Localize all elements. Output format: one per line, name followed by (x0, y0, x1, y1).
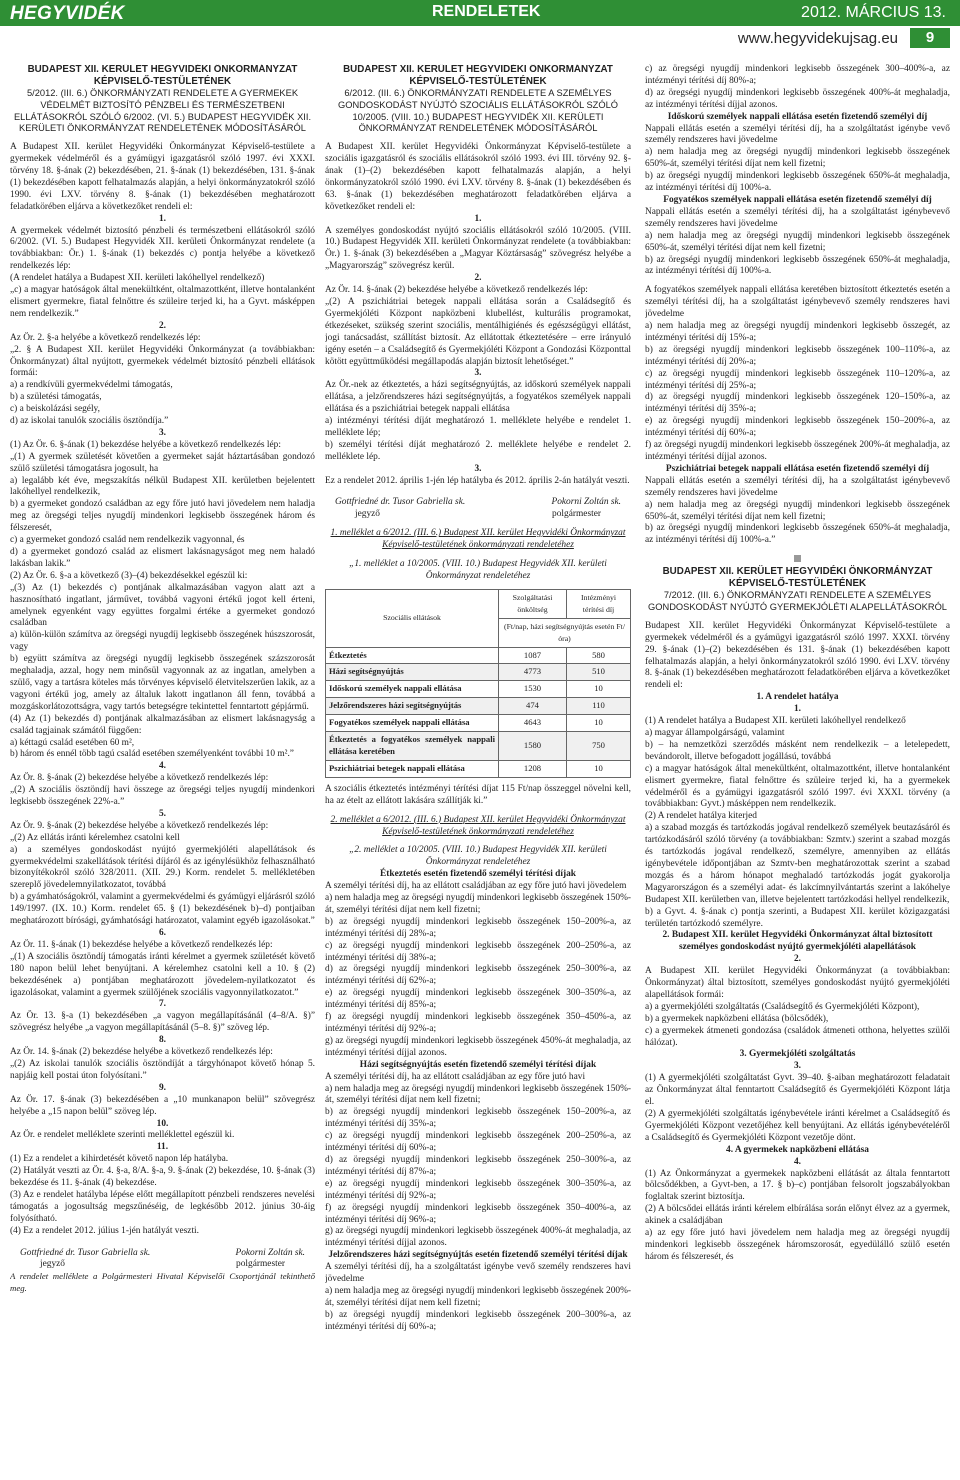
row-fee: 510 (567, 664, 631, 681)
site-url[interactable]: www.hegyvidekujsag.eu (737, 30, 898, 47)
list-item: b) az öregségi nyugdíj mindenkori legkisebb összegének 100–110%-a, az intézményi térítési díj 20%-a; (645, 344, 950, 367)
section-number: 9. (158, 1082, 167, 1093)
paragraph: A Budapest XII. kerület Hegyvidéki Önkormányzat Képviselő-testülete a gyermekek védelméről és a gyámügyi igazgatásról szóló 1997. évi XXXI. törvény 18. §-ának (2) bekezdésében, 21. §-ának (1) bekezdésében, 131. §-ának (1) bekezdésében kapott felhatalmazás alapján, a helyi önkormányzatokról szóló 1990. évi LXV. törvény 8. §-ának (1) bekezdésében meghatározott feladatkörében eljárva a következőket rendeli el: (10, 142, 315, 212)
section-number: 10. (156, 1118, 169, 1129)
paragraph: A személyes gondoskodást nyújtó szociális ellátásokról szóló 10/2005. (VIII. 10.) Budapest Hegyvidék XII. kerületi Önkormányzat rendelete (a továbbiakban: Ör.) 1. §-ának (3) bekezdésében a „Magyar Köztársaság” szövegrész helyébe a „Magyarország” szövegrész kerül. (325, 225, 631, 272)
paragraph: „(2) A pszichiátriai betegek nappali ellátása során a Családsegítő és Gyermekjóléti Központ napközbeni klubellést, kulturális programokat, étkezéseket, szükség szerint szociális, mentálhigiénés és egészségügyi ellátást, jogi tanácsadást, szállítást biztosít. Az ellátottak étkeztetésére – erre irányuló igény esetén – a Családsegítő és Gyermekjóléti Központ a Gondozási Központtal kötött együttműködési megállapodás alapján biztosít lehetőséget.” (325, 296, 631, 367)
role-notary: jegyző (355, 509, 380, 520)
paragraph: (1) Ez a rendelet a kihirdetését követő napon lép hatályba. (10, 1154, 229, 1165)
paragraph: (2) A gyermekjóléti szolgáltatás igénybevétele iránti kérelmet a Családsegítő és Gyermekjóléti Központ vezetőjéhez kell benyújtani. Az ellátás igénybevételéről a Családsegítő és Gyermekjóléti Központ vezetője dönt. (645, 1109, 950, 1143)
paragraph: „(3) Az (1) bekezdés c) pontjának alkalmazásában vagyon alatt azt a hasznosítható ingatlant, járművet, továbbá vagyoni értékű jogot kell érteni, amelynek egyenként vagy együttes forgalmi értéke a gyermeket gondozó családban (10, 582, 315, 629)
paragraph: A fogyatékos személyek nappali ellátása keretében biztosított étkeztetés esetén a személyi térítési díj, ha a szolgáltatást igénybevevő személy rendszeres havi jövedelme (645, 285, 950, 320)
row-cost: 1530 (498, 681, 566, 698)
signatures (325, 497, 631, 509)
list-item: g) az öregségi nyugdíj mindenkori legkisebb összegének 400%-át meghaladja, az intézményi térítési díjjal azonos. (325, 1226, 631, 1249)
paragraph: „2. § A Budapest XII. kerület Hegyvidéki Önkormányzat (a továbbiakban: Önkormányzat) által nyújtott, gyermekek védelmét biztosító pénzbeli ellátások formái: (10, 344, 315, 379)
list-item: f) az öregségi nyugdíj mindenkori legkisebb összegének 200%-át meghaladja, az intézményi térítési díjjal azonos. (645, 440, 950, 462)
list-item: d) az öregségi nyugdíj mindenkori legkisebb összegének 250–300%-a, az intézményi térítési díj 62%-a; (325, 964, 631, 987)
list-item: c) a gyermekek átmeneti gondozása (családok átmeneti otthona, helyettes szülői hálózat). (645, 1025, 950, 1048)
fee-table (325, 589, 631, 778)
paragraph: (2) Hatályát veszti az Ör. 4. §-a, 8/A. §-a, 9. §-ának (2) bekezdése, 10. §-ának (3) bekezdése és 11. §-ának (4) bekezdése. (10, 1166, 315, 1189)
list-item: b) az öregségi nyugdíj mindenkori legkisebb összegének 650%-át meghaladja, az intézményi térítési díj 100%-a.” (645, 523, 950, 546)
row-name: Jelzőrendszeres házi segítségnyújtás (326, 698, 499, 715)
subheading: Étkeztetés esetén fizetendő személyi térítési díjak (379, 869, 577, 880)
paragraph: (3) Az e rendelet hatályba lépése előtt megállapított pénzbeli rendszeres nevelési támogatás a jogosultság megszűnéséig, de legkésőbb 2012. június 30-áig folyósítható. (10, 1189, 315, 1224)
section-number: 3. (158, 427, 167, 438)
table-header-unit: (Ft/nap, házi segítségnyújtás esetén Ft/óra) (498, 618, 630, 647)
paragraph: A személyi térítési díj, ha az ellátott családjában az egy főre jutó havi (325, 1071, 586, 1082)
row-name: Étkeztetés a fogyatékos személyek nappali ellátása keretében (326, 732, 499, 761)
section-number: 2. (474, 273, 482, 284)
list-item: a) a személyes gondoskodást nyújtó gyermekjóléti alapellátások és gyermekvédelmi szakellátások térítési díjáról és az igénylésükhöz felhasználható bizonyítékokról szóló 328/2011. (XII. 29.) Korm. rendelet 5. mellékletében szereplő jövedelemnyilatkozatot, továbbá (10, 844, 315, 891)
list-item: a) a szabad mozgás és tartózkodás jogával rendelkező személyek beutazásáról és tartózkodásáról szóló törvény (a továbbiakban: Szmtv.) szerint a szabad mozgás és tartózkodás jogával rendelkező, személyre, amennyiben az ellátás igénybevétele időpontjában az Szmtv-ben meghatározottak szerint a szabad mozgás és a három hónapot meghaladó tartózkodás jogát gyakorolja Magyarországon és a személyi adat- és lakcímnyilvántartás szerint a lakóhelye Budapest XII. kerületben van, illetve bejelentett tartózkodási hellyel rendelkezik, (645, 823, 950, 905)
list-item: b) az öregségi nyugdíj mindenkori legkisebb összegének 650%-át meghaladja, az intézményi térítési díj 100%-a. (645, 171, 950, 194)
row-fee: 10 (567, 760, 631, 777)
section-number: 5. (158, 808, 167, 819)
list-item: b) az öregségi nyugdíj mindenkori legkisebb összegének 650%-át meghaladja, az intézményi térítési díj 100%-a. (645, 254, 950, 277)
subheading: Időskorú személyek nappali ellátása esetén fizetendő személyi díj (667, 111, 928, 122)
section-title: RENDELETEK (432, 3, 541, 20)
subheading: Fogyatékos személyek nappali ellátása esetén fizetendő személyi díj (663, 194, 932, 205)
paragraph: (2) A bölcsődei ellátás iránti kérelem elbírálása során előnyt élvez az a gyermek, akinek a családjában (645, 1204, 950, 1227)
list-item: b) az öregségi nyugdíj mindenkori legkisebb összegének 200–300%-a, az intézményi térítési díj 60%-a; (325, 1309, 631, 1332)
list-item: d) az öregségi nyugdíj mindenkori legkisebb összegének 250–300%-a, az intézményi térítési díj 87%-a; (325, 1154, 631, 1177)
list-item: b) három és ennél több tagú család esetében személyenként további 10 m².” (10, 749, 294, 760)
list-item: a) nem haladja meg az öregségi nyugdíj mindenkori legkisebb összegének 650%-át, személyi térítési díjat nem kell fizetni; (645, 230, 950, 253)
decree-7-subtitle: 7/2012. (III. 6.) ÖNKORMÁNYZATI RENDELETE A SZEMÉLYES GONDOSKODÁST NYÚJTÓ GYERMEKJÓLÉTI ALAPELLÁTÁSOKRÓL (648, 590, 947, 613)
row-name: Időskorú személyek nappali ellátása (326, 681, 499, 698)
section-number: 8. (158, 1035, 167, 1046)
paragraph: (2) Az Ör. 6. §-a a következő (3)–(4) bekezdésekkel egészül ki: (10, 570, 248, 581)
list-item: a) magyar állampolgárságú, valamint (645, 728, 785, 738)
list-item: f) az öregségi nyugdíj mindenkori legkisebb összegének 350–450%-a, az intézményi térítési díj 92%-a; (325, 1012, 631, 1034)
chapter-heading: 2. Budapest XII. kerület Hegyvidéki Önkormányzat által biztosított személyes gondoskodást nyújtó gyermekjóléti alapellátások (662, 930, 933, 953)
paragraph: „(2) A szociális ösztöndíj havi összege az öregségi teljes nyugdíj mindenkori legkisebb összegének 22%-a.” (10, 785, 315, 808)
signature-notary: Gottfriedné dr. Tusor Gabriella sk. (335, 497, 466, 508)
page-header (0, 0, 960, 48)
signature-mayor: Pokorni Zoltán sk. (551, 497, 621, 508)
list-item: a) nem haladja meg az öregségi nyugdíj mindenkori legkisebb összegének 200%-át, személyi térítési díjat nem kell fizetni; (325, 1285, 631, 1308)
table-row (326, 664, 631, 681)
paragraph: Ez a rendelet 2012. április 1-jén lép hatályba és 2012. április 2-án hatályát veszti. (325, 475, 630, 486)
table-row (326, 681, 631, 698)
list-item: c) az öregségi nyugdíj mindenkori legkisebb összegének 200–250%-a, az intézményi térítési díj 60%-a; (325, 1131, 631, 1154)
list-item: a) nem haladja meg az öregségi nyugdíj mindenkori legkisebb összegének 650%-át, személyi térítési díjat nem kell fizetni; (645, 499, 950, 522)
row-name: Házi segítségnyújtás (326, 664, 499, 681)
table-header-services: Szociális ellátások (326, 589, 499, 647)
row-cost: 4643 (498, 715, 566, 732)
list-item: d) az öregségi nyugdíj mindenkori legkisebb összegének 400%-át meghaladja, az intézményi térítési díjjal azonos. (645, 87, 950, 110)
section-number: 4. (793, 1156, 802, 1167)
list-item: a) nem haladja meg az öregségi nyugdíj mindenkori legkisebb összegének 150%-át, személyi térítési díjat nem kell fizetni; (325, 893, 631, 915)
paragraph: Nappali ellátás esetén a személyi térítési díj, ha a szolgáltatást igénybevevő személy rendszeres havi jövedelme (645, 475, 950, 498)
column-1 (10, 64, 315, 1476)
table-row (326, 732, 631, 761)
section-number: 3. (793, 1061, 802, 1072)
list-item: a) nem haladja meg az öregségi nyugdíj mindenkori legkisebb összegét, az intézményi térítési díj 15%-a; (645, 321, 950, 343)
section-number: 3. (474, 463, 482, 474)
paragraph: (2) A rendelet hatálya kiterjed (645, 811, 757, 822)
decree-6-title: BUDAPEST XII. KERÜLET HEGYVIDÉKI ÖNKORMÁNYZAT KÉPVISELŐ-TESTÜLETÉNEK (343, 64, 613, 87)
row-name: Pszichiátriai betegek nappali ellátása (326, 760, 499, 777)
decree-6-subtitle: 6/2012. (III. 6.) ÖNKORMÁNYZATI RENDELETE A SZEMÉLYES GONDOSKODÁST NYÚJTÓ SZOCIÁLIS ELLÁTÁSOKRÓL SZÓLÓ 10/2005. (VIII. 10.) BUDAPEST HEGYVIDÉK XII. KERÜLETI ÖNKORMÁNYZAT RENDELETÉNEK MÓDOSÍTÁSÁRÓL (337, 88, 618, 134)
section-number: 1. (793, 704, 802, 715)
section-number: 3. (474, 368, 482, 379)
row-fee: 580 (567, 647, 631, 664)
list-item: b) a gyámhatóságokról, valamint a gyermekvédelmi és gyámügyi eljárásról szóló 149/1997. (IX. 10.) Korm. rendelet 65. § (1) bekezdésének b)–d) pontjaiban meghatározott bírósági, gyámhatósági határozatot, valamint egyéb igazolásokat.” (10, 892, 315, 927)
paragraph: Az Ör. 8. §-ának (2) bekezdése helyébe a következő rendelkezés lép: (10, 773, 269, 784)
role-mayor: polgármester (236, 1259, 285, 1270)
paragraph: (1) Az Ör. 6. §-ának (1) bekezdése helyébe a következő rendelkezés lép: (10, 439, 281, 450)
paragraph: (1) A rendelet hatálya a Budapest XII. kerületi lakóhellyel rendelkező (645, 716, 906, 727)
list-item: f) az öregségi nyugdíj mindenkori legkisebb összegének 350–400%-a, az intézményi térítési díj 96%-a; (325, 1202, 631, 1225)
list-item: a) a rendkívüli gyermekvédelmi támogatás, (10, 380, 173, 391)
paragraph: Az Ör. 9. §-ának (2) bekezdése helyébe a következő rendelkezés lép: (10, 820, 269, 831)
paragraph: A Budapest XII. kerület Hegyvidéki Önkormányzat (a továbbiakban: Önkormányzat) által biztosított, személyes gondoskodást nyújtó gyermekjóléti alapellátások formái: (645, 966, 950, 1000)
list-item: d) a gyermeket gondozó család az elismert lakásnagyságot meg nem haladó lakásban lakik.” (10, 547, 315, 569)
paragraph: Az Ör. 14. §-ának (2) bekezdése helyébe a következő rendelkezés lép: (10, 1047, 273, 1058)
list-item: b) személyi térítési díját meghatározó 2. melléklete helyébe e rendelet 2. melléklete lép. (325, 439, 631, 462)
signatures (10, 1248, 315, 1260)
list-item: e) az öregségi nyugdíj mindenkori legkisebb összegének 150–200%-a, az intézményi térítési díj 60%-a; (645, 416, 950, 439)
row-fee: 10 (567, 715, 631, 732)
list-item: a) legalább két éve, megszakítás nélkül Budapest XII. kerületben bejelentett lakóhellyel rendelkezik, (10, 475, 315, 498)
list-item: c) a magyar hatóságok által menekültként, oltalmazottként, illetve hontalanként elismert gyermekre, fiatal felnőttre és szüleire terjed ki, ha a gyermekek védelméről és a gyámügyi igazgatásról szóló 1997. évi XXXI. törvény (a továbbiakban: Gyvt.) másképpen nem rendelkezik. (645, 763, 950, 810)
paragraph: Az Ör. 14. §-ának (2) bekezdése helyébe a következő rendelkezés lép: (325, 285, 588, 296)
list-item: c) a beiskolázási segély, (10, 404, 100, 415)
table-row (326, 698, 631, 715)
paragraph: (A rendelet hatálya a Budapest XII. kerületi lakóhellyel rendelkező) (10, 273, 265, 284)
list-item: a) az egy főre jutó havi jövedelem nem haladja meg az öregségi nyugdíj mindenkori legkisebb összegének háromszorosát, egyedülálló szülő esetén három és félszeresét, és (645, 1228, 950, 1262)
paragraph: A szociális étkeztetés intézményi térítési díjat 115 Ft/nap összeggel növelni kell, ha az ételt az ellátott lakására szállítják ki.” (325, 783, 631, 806)
list-item: b) a születési támogatás, (10, 392, 102, 403)
role-notary: jegyző (40, 1259, 65, 1270)
subheading: Jelzőrendszeres házi segítségnyújtás esetén fizetendő személyi térítési díjak (328, 1250, 628, 1261)
list-item: b) a gyermeket gondozó családban az egy főre jutó havi jövedelem nem haladja meg az öregségi teljes nyugdíj mindenkori legkisebb összegének három és félszeresét, (10, 499, 315, 534)
issue-date: 2012. MÁRCIUS 13. (801, 4, 946, 21)
paragraph: (4) Ez a rendelet 2012. július 1-jén hatályát veszti. (10, 1225, 199, 1236)
row-name: Fogyatékos személyek nappali ellátása (326, 715, 499, 732)
signature-roles (10, 1259, 315, 1271)
list-item: c) az öregségi nyugdíj mindenkori legkisebb összegének 200–250%-a, az intézményi térítési díj 38%-a; (325, 940, 631, 963)
paragraph: „(1) A gyermek születését követően a gyermeket saját háztartásában gondozó szülő születési támogatásra jogosult, ha (10, 451, 315, 474)
annex-2-subheading: „2. melléklet a 10/2005. (VIII. 10.) Budapest Hegyvidék XII. kerületi Önkormányzat rendeletéhez (349, 845, 607, 868)
paragraph: Az Ör. 13. §-a (1) bekezdésében „a vagyon megállapításánál (4–8/A. §)” szövegrész helyébe „a vagyon megállapításánál (5–8. §)” szöveg lép. (10, 1011, 315, 1034)
table-header-cost: Szolgáltatási önköltség (498, 589, 566, 618)
list-item: b) a gyermekek napközbeni ellátása (bölcsődék), (645, 1013, 829, 1024)
paragraph: Budapest XII. kerület Hegyvidéki Önkormányzat Képviselő-testülete a gyermekek védelméről és a gyámügyi igazgatásról szóló 1997. XXXI. törvény 29. §-ának (1)–(2) bekezdésében és 131. §-ának (1) bekezdésében kapott felhatalmazás alapján, a helyi önkormányzatokról szóló 1990. évi LXV. törvény 8. §-ának (1) bekezdésében meghatározott feladatkörében eljárva a következőket rendeli el: (645, 620, 950, 691)
paragraph: (1) Az Önkormányzat a gyermekek napközbeni ellátását az általa fenntartott bölcsődékben, a Gyvt-ben, a 17. § b)–c) pontjában felsorolt jogszabályokban foglaltak szerint biztosítja. (645, 1168, 950, 1203)
list-item: b) az öregségi nyugdíj mindenkori legkisebb összegének 150–200%-a, az intézményi térítési díj 35%-a; (325, 1107, 631, 1130)
paragraph: Nappali ellátás esetén a személyi térítési díj, ha a szolgáltatást igénybevevő személy rendszeres havi jövedelme (645, 206, 950, 229)
paragraph: A személyi térítési díj, ha az ellátott családjában az egy főre jutó havi jövedelem (325, 881, 627, 892)
row-cost: 474 (498, 698, 566, 715)
chapter-heading: 1. A rendelet hatálya (756, 692, 839, 703)
table-row (326, 760, 631, 777)
list-item: d) az öregségi nyugdíj mindenkori legkisebb összegének 120–150%-a, az intézményi térítési díj 35%-a; (645, 392, 950, 415)
paragraph: Az Ör.-nek az étkeztetés, a házi segítségnyújtás, az időskorú személyek nappali ellátása, a jelzőrendszeres házi segítségnyújtás, a fogyatékos személyek nappali ellátása és a pszichiátriai betegek nappali ellátása (325, 380, 631, 415)
annex-2-heading: 2. melléklet a 6/2012. (III. 6.) Budapest XII. kerület Hegyvidéki Önkormányzat Képviselő-testületének önkormányzati rendeletéhez (330, 814, 626, 837)
paragraph: „(2) Az iskolai tanulók szociális ösztöndíját a tárgyhónapot követő hónap 5. napjáig kell postai úton folyósítani.” (10, 1058, 315, 1081)
list-item: b) együtt számítva az öregségi nyugdíj legkisebb összegének százszorosát meghaladja, azzal, hogy nem minősül vagyonnak az az ingatlan, amelyben a szülő, vagy a tartásra köteles más törvényes képviselő életvitelszerűen lakik, az a vagyoni értékű jog, amely az általuk lakott ingatlanon áll fenn, továbbá a mozgáskorlátozottságra, vagy tartós betegségre tekintettel fenntartott gépjármű. (10, 654, 315, 712)
row-cost: 4773 (498, 664, 566, 681)
paragraph: „c) a magyar hatóságok által menekültként, oltalmazottként, illetve hontalanként elismert gyermekre, fiatal felnőttre és szüleire terjed ki, ha a Gyvt. másképpen nem rendelkezik.” (10, 285, 315, 319)
section-number: 2. (158, 320, 167, 331)
table-row (326, 647, 631, 664)
subheading: Házi segítségnyújtás esetén fizetendő személyi térítési díjak (359, 1059, 597, 1070)
decree-5-title: BUDAPEST XII. KERÜLET HEGYVIDÉKI ÖNKORMÁNYZAT KÉPVISELŐ-TESTÜLETÉNEK (27, 64, 298, 87)
table-row (326, 715, 631, 732)
list-item: e) az öregségi nyugdíj mindenkori legkisebb összegének 300–350%-a, az intézményi térítési díj 92%-a; (325, 1178, 631, 1201)
section-number: 7. (158, 999, 167, 1010)
decree-5-subtitle: 5/2012. (III. 6.) ÖNKORMÁNYZATI RENDELETE A GYERMEKEK VÉDELMÉT BIZTOSÍTÓ PÉNZBELI ÉS TERMÉSZETBENI ELLÁTÁSOKRÓL SZÓLÓ 6/2002. (VI. 5.) BUDAPEST HEGYVIDÉK XII. KERÜLETI ÖNKORMÁNYZAT RENDELETÉNEK MÓDOSÍTÁSÁRÓL (13, 88, 312, 134)
role-mayor: polgármester (552, 509, 601, 520)
row-cost: 1580 (498, 732, 566, 761)
chapter-heading: 3. Gyermekjóléti szolgáltatás (739, 1049, 856, 1060)
list-item: b) a Gyvt. 4. §-ának c) pontja szerinti, a Budapest XII. kerület közigazgatási területén tartózkodó személyre. (645, 906, 950, 929)
separator-square (794, 555, 801, 562)
signature-roles (325, 509, 631, 521)
paragraph: Az Ör. 2. §-a helyébe a következő rendelkezés lép: (10, 332, 201, 343)
list-item: g) az öregségi nyugdíj mindenkori legkisebb összegének 450%-át meghaladja, az intézményi térítési díjjal azonos. (325, 1035, 631, 1058)
paragraph: „(1) A szociális ösztöndíj támogatás iránti kérelmet a gyermek születését követő 180 napon belül lehet benyújtani. A kérelemhez csatolni kell a 10. § (2) bekezdésének a) pontjában meghatározott jövedelem-nyilatkozatot és igazolásokat, valamint a gyermek szülőjének szociális vagyonnyilatkozatot.” (10, 951, 315, 998)
list-item: a) intézményi térítési díját meghatározó 1. melléklete helyébe e rendelet 1. melléklete lép; (325, 416, 631, 438)
paragraph: A személyi térítési díj, ha a szolgáltatást igénybe vevő személy rendszeres havi jövedelme (325, 1262, 631, 1285)
list-item: a) a gyermekjóléti szolgáltatás (Családsegítő és Gyermekjóléti Központ), (645, 1001, 920, 1012)
list-item: c) a gyermeket gondozó család nem rendelkezik vagyonnal, és (10, 535, 245, 546)
section-number: 11. (156, 1142, 169, 1153)
paragraph: (4) Az (1) bekezdés d) pontjának alkalmazásában az elismert lakásnagyság a család tagjainak számától függően: (10, 713, 315, 736)
list-item: e) az öregségi nyugdíj mindenkori legkisebb összegének 300–350%-a, az intézményi térítési díj 85%-a; (325, 988, 631, 1011)
section-number: 2. (793, 954, 802, 965)
column-2 (325, 64, 631, 1476)
annex-1-subheading: „1. melléklet a 10/2005. (VIII. 10.) Budapest Hegyvidék XII. kerületi Önkormányzat rendeletéhez (349, 559, 607, 581)
decree-7-title: BUDAPEST XII. KERÜLET HEGYVIDÉKI ÖNKORMÁNYZAT KÉPVISELŐ-TESTÜLETÉNEK (662, 566, 933, 590)
list-item: d) az iskolai tanulók szociális ösztöndíja.” (10, 416, 169, 427)
chapter-heading: 4. A gyermekek napközbeni ellátása (726, 1144, 869, 1155)
paragraph: A Budapest XII. kerület Hegyvidéki Önkormányzat Képviselő-testülete a szociális igazgatásról és szociális ellátásokról szóló 1993. évi III. törvény 92. §-ának (1)–(2) bekezdésében kapott felhatalmazás alapján, a helyi önkormányzatokról szóló 1990. évi LXV. törvény 8. §-ának (1) bekezdésében és 63. §-ának (1) bekezdésében meghatározott feladatkörében eljárva a következőket rendeli el: (325, 142, 631, 212)
paragraph: (1) A gyermekjóléti szolgáltatást Gyvt. 39–40. §-aiban meghatározott feladatait az Önkormányzat által fenntartott Családsegítő és Gyermekjóléti Központ látja el. (645, 1073, 950, 1108)
paragraph: Nappali ellátás esetén a személyi térítési díj, ha a szolgáltatást igénybe vevő személy rendszeres havi jövedelme (645, 123, 950, 146)
paper-name[interactable]: HEGYVIDÉK (10, 3, 125, 24)
list-item: b) – ha nemzetközi szerződés másként nem rendelkezik – a letelepedett, bevándorolt, illetve befogadott jogállású, továbbá (645, 739, 950, 762)
list-item: a) kéttagú család esetében 60 m², (10, 737, 135, 748)
row-fee: 750 (567, 732, 631, 761)
row-cost: 1208 (498, 760, 566, 777)
list-item: a) külön-külön számítva az öregségi nyugdíj legkisebb összegének húszszorosát, vagy (10, 630, 315, 653)
list-item: b) az öregségi nyugdíj mindenkori legkisebb összegének 150–200%-a, az intézményi térítési díj 28%-a; (325, 916, 631, 939)
signature-mayor: Pokorni Zoltán sk. (235, 1247, 305, 1258)
signature-notary: Gottfriedné dr. Tusor Gabriella sk. (20, 1247, 151, 1258)
paragraph: Az Ör. 17. §-ának (3) bekezdésében a „10 munkanapon belül” szövegrész helyébe a „15 napon belül” szöveg lép. (10, 1094, 315, 1117)
annex-1-heading: 1. melléklet a 6/2012. (III. 6.) Budapest XII. kerület Hegyvidéki Önkormányzat Képviselő-testületének önkormányzati rendeletéhez (330, 528, 626, 551)
section-number: 1. (158, 213, 167, 224)
footnote: A rendelet melléklete a Polgármesteri Hivatal Képviselői Csoportjánál tekinthető meg. (10, 1271, 315, 1294)
paragraph: Az Ör. e rendelet melléklete szerinti melléklettel egészül ki. (10, 1130, 235, 1141)
list-item: c) az öregségi nyugdíj mindenkori legkisebb összegének 110–120%-a, az intézményi térítési díj 25%-a; (645, 368, 950, 391)
section-number: 4. (158, 761, 167, 772)
row-name: Étkeztetés (326, 647, 499, 664)
paragraph: Az Ör. 11. §-ának (1) bekezdése helyébe a következő rendelkezés lép: (10, 939, 273, 950)
paragraph: „(2) Az ellátás iránti kérelemhez csatolni kell (10, 832, 180, 843)
row-fee: 10 (567, 681, 631, 698)
list-item: a) nem haladja meg az öregségi nyugdíj mindenkori legkisebb összegének 150%-át, személyi térítési díjat nem kell fizetni; (325, 1083, 631, 1106)
row-cost: 1087 (498, 647, 566, 664)
paragraph: A gyermekek védelmét biztosító pénzbeli és természetbeni ellátásokról szóló 6/2002. (VI. 5.) Budapest Hegyvidék XII. kerületi Önkormányzat rendelete (a továbbiakban: Ör.) 1. §-ának (1) bekezdés c) pontja helyébe a következő rendelkezés lép: (10, 225, 315, 272)
section-number: 6. (158, 928, 167, 938)
list-item: a) nem haladja meg az öregségi nyugdíj mindenkori legkisebb összegének 650%-át, személyi térítési díjat nem kell fizetni; (645, 147, 950, 170)
page-number: 9 (910, 28, 950, 48)
column-3 (645, 64, 950, 1476)
table-header-fee: Intézményi térítési díj (567, 589, 631, 618)
header-bar (0, 0, 960, 26)
subheading: Pszichiátriai betegek nappali ellátása esetén fizetendő személyi díj (665, 463, 930, 474)
row-fee: 110 (567, 698, 631, 715)
list-item: c) az öregségi nyugdíj mindenkori legkisebb összegének 300–400%-a, az intézményi térítési díj 80%-a; (645, 64, 950, 86)
section-number: 1. (474, 213, 482, 224)
